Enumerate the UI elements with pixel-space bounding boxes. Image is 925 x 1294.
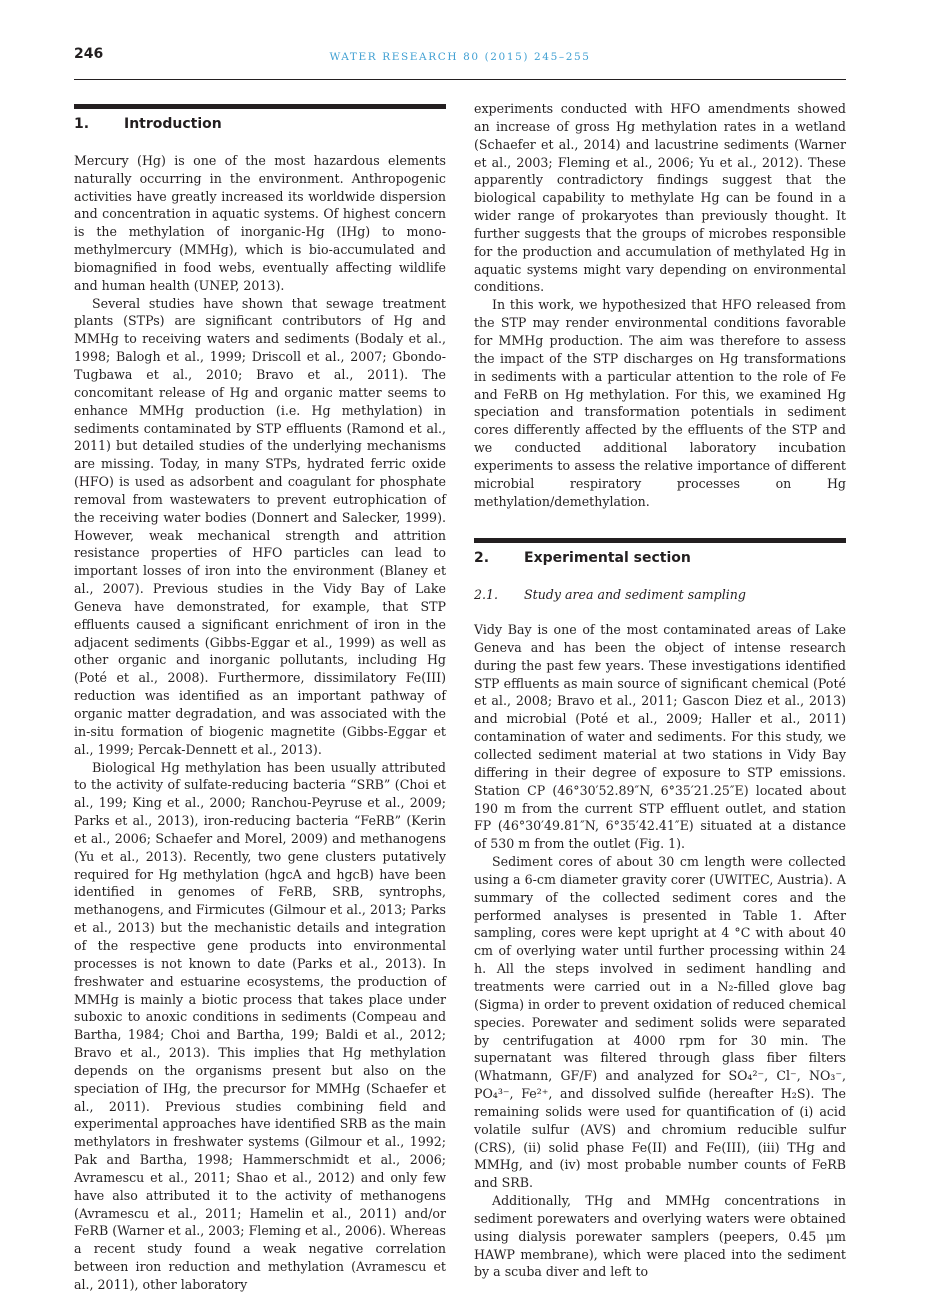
section-title: Experimental section (524, 550, 691, 567)
section-heading-introduction (74, 116, 446, 134)
header-rule (74, 79, 846, 80)
paragraph: Several studies have shown that sewage treatment plants (STPs) are significant contributors of Hg and MMHg to receiving waters and sediments (Bodaly et al., 1998; Balogh et al., 1999; Driscoll et al., 2007; Gbondo-Tugbawa et al., 2010; Bravo et al., 2011). The concomitant release of Hg and organic matter seems to enhance MMHg production (i.e. Hg methylation) in sediments contaminated by STP effluents (Ramond et al., 2011) but detailed studies of the underlying mechanisms are missing. Today, in many STPs, hydrated ferric oxide (HFO) is used as adsorbent and coagulant for phosphate removal from wastewaters to prevent eutrophication of the receiving water bodies (Donnert and Salecker, 1999). However, weak mechanical strength and attrition resistance properties of HFO particles can lead to important losses of iron into the environment (Blaney et al., 2007). Previous studies in the Vidy Bay of Lake Geneva have demonstrated, for example, that STP effluents caused a significant enrichment of iron in the adjacent sediments (Gibbs-Eggar et al., 1999) as well as other organic and inorganic pollutants, including Hg (Poté et al., 2008). Furthermore, dissimilatory Fe(III) reduction was identified as an important pathway of organic matter degradation, and was associated with the in-situ formation of biogenic magnetite (Gibbs-Eggar et al., 1999; Percak-Dennett et al., 2013). (74, 295, 446, 757)
paragraph: Additionally, THg and MMHg concentrations in sediment porewaters and overlying waters were obtained using dialysis porewater samplers (peepers, 0.45 μm HAWP membrane), which were placed into the sediment by a scuba diver and left to (474, 1193, 846, 1280)
right-column (474, 100, 846, 1281)
section-rule (474, 538, 846, 543)
subsection-title: Study area and sediment sampling (524, 587, 746, 603)
running-head-journal: WATER RESEARCH 80 (2015) 245–255 (329, 51, 591, 63)
section-rule (74, 104, 446, 109)
paragraph: In this work, we hypothesized that HFO released from the STP may render environmental conditions favorable for MMHg production. The aim was therefore to assess the impact of the STP discharges on Hg transformations in sediments with a particular attention to the role of Fe and FeRB on Hg methylation. For this, we examined Hg speciation and transformation potentials in sediment cores differently affected by the effluents of the STP and we conducted additional laboratory incubation experiments to assess the relative importance of different microbial respiratory processes on Hg methylation/demethylation. (474, 297, 846, 509)
subsection-heading (474, 586, 846, 604)
paragraph: Biological Hg methylation has been usually attributed to the activity of sulfate-reducing bacteria “SRB” (Choi et al., 199; King et al., 2000; Ranchou-Peyruse et al., 2009; Parks et al., 2013), iron-reducing bacteria “FeRB” (Kerin et al., 2006; Schaefer and Morel, 2009) and methanogens (Yu et al., 2013). Recently, two gene clusters putatively required for Hg methylation (hgcA and hgcB) have been identified in genomes of FeRB, SRB, syntrophs, methanogens, and Firmicutes (Gilmour et al., 2013; Parks et al., 2013) but the mechanistic details and integration of the respective gene products into environmental processes is not known to date (Parks et al., 2013). In freshwater and estuarine ecosystems, the production of MMHg is mainly a biotic process that takes place under suboxic to anoxic conditions in sediments (Compeau and Bartha, 1984; Choi and Bartha, 199; Baldi et al., 2012; Bravo et al., 2013). This implies that Hg methylation depends on the organisms present but also on the speciation of IHg, the precursor for MMHg (Schaefer et al., 2011). Previous studies combining field and experimental approaches have identified SRB as the main methylators in freshwater systems (Gilmour et al., 1992; Pak and Bartha, 1998; Hammerschmidt et al., 2006; Avramescu et al., 2011; Shao et al., 2012) and only few have also attributed it to the activity of methanogens (Avramescu et al., 2011; Hamelin et al., 2011) and/or FeRB (Warner et al., 2003; Fleming et al., 2006). Whereas a recent study found a weak negative correlation between iron reduction and methylation (Avramescu et al., 2011), other laboratory (74, 759, 446, 1292)
paragraph: Sediment cores of about 30 cm length were collected using a 6-cm diameter gravity corer (UWITEC, Austria). A summary of the collected sediment cores and the performed analyses is presented in Table 1. After sampling, cores were kept upright at 4 °C with about 40 cm of overlying water until further processing within 24 h. All the steps involved in sediment handling and treatments were carried out in a N₂-filled glove bag (Sigma) in order to prevent oxidation of reduced chemical species. Porewater and sediment solids were separated by centrifugation at 4000 rpm for 30 min. The supernatant was filtered through glass fiber filters (Whatmann, GF/F) and analyzed for SO₄²⁻, Cl⁻, NO₃⁻, PO₄³⁻, Fe²⁺, and dissolved sulfide (hereafter H₂S). The remaining solids were used for quantification of (i) acid volatile sulfur (AVS) and chromium reducible sulfur (CRS), (ii) solid phase Fe(II) and Fe(III), (iii) THg and MMHg, and (iv) most probable number counts of FeRB and SRB. (474, 854, 846, 1191)
page-number: 246 (74, 46, 104, 62)
section-heading-experimental (474, 550, 846, 568)
paragraph: experiments conducted with HFO amendments showed an increase of gross Hg methylation rates in a wetland (Schaefer et al., 2014) and lacustrine sediments (Warner et al., 2003; Fleming et al., 2006; Yu et al., 2012). These apparently contradictory findings suggest that the biological capability to methylate Hg can be found in a wider range of prokaryotes than previously thought. It further suggests that the groups of microbes responsible for the production and accumulation of methylated Hg in aquatic systems might vary depending on environmental conditions. (474, 101, 846, 295)
paragraph: Vidy Bay is one of the most contaminated areas of Lake Geneva and has been the object of intense research during the past few years. These investigations identified STP effluents as main source of significant chemical (Poté et al., 2008; Bravo et al., 2011; Gascon Diez et al., 2013) and microbial (Poté et al., 2009; Haller et al., 2011) contamination of water and sediments. For this study, we collected sediment material at two stations in Vidy Bay differing in their degree of exposure to STP emissions. Station CP (46°30′52.89″N, 6°35′21.25″E) located about 190 m from the current STP effluent outlet, and station FP (46°30′49.81″N, 6°35′42.41″E) situated at a distance of 530 m from the outlet (Fig. 1). (474, 622, 846, 852)
left-column (74, 104, 446, 1294)
paragraph: Mercury (Hg) is one of the most hazardous elements naturally occurring in the environment. Anthropogenic activities have greatly increased its worldwide dispersion and concentration in aquatic systems. Of highest concern is the methylation of inorganic-Hg (IHg) to mono-methylmercury (MMHg), which is bio-accumulated and biomagnified in food webs, eventually affecting wildlife and human health (UNEP, 2013). (74, 152, 446, 293)
section-number: 1. (74, 116, 90, 132)
page-header (74, 46, 846, 68)
section-title: Introduction (124, 116, 222, 132)
section-number: 2. (474, 550, 490, 567)
subsection-number: 2.1. (474, 587, 499, 603)
